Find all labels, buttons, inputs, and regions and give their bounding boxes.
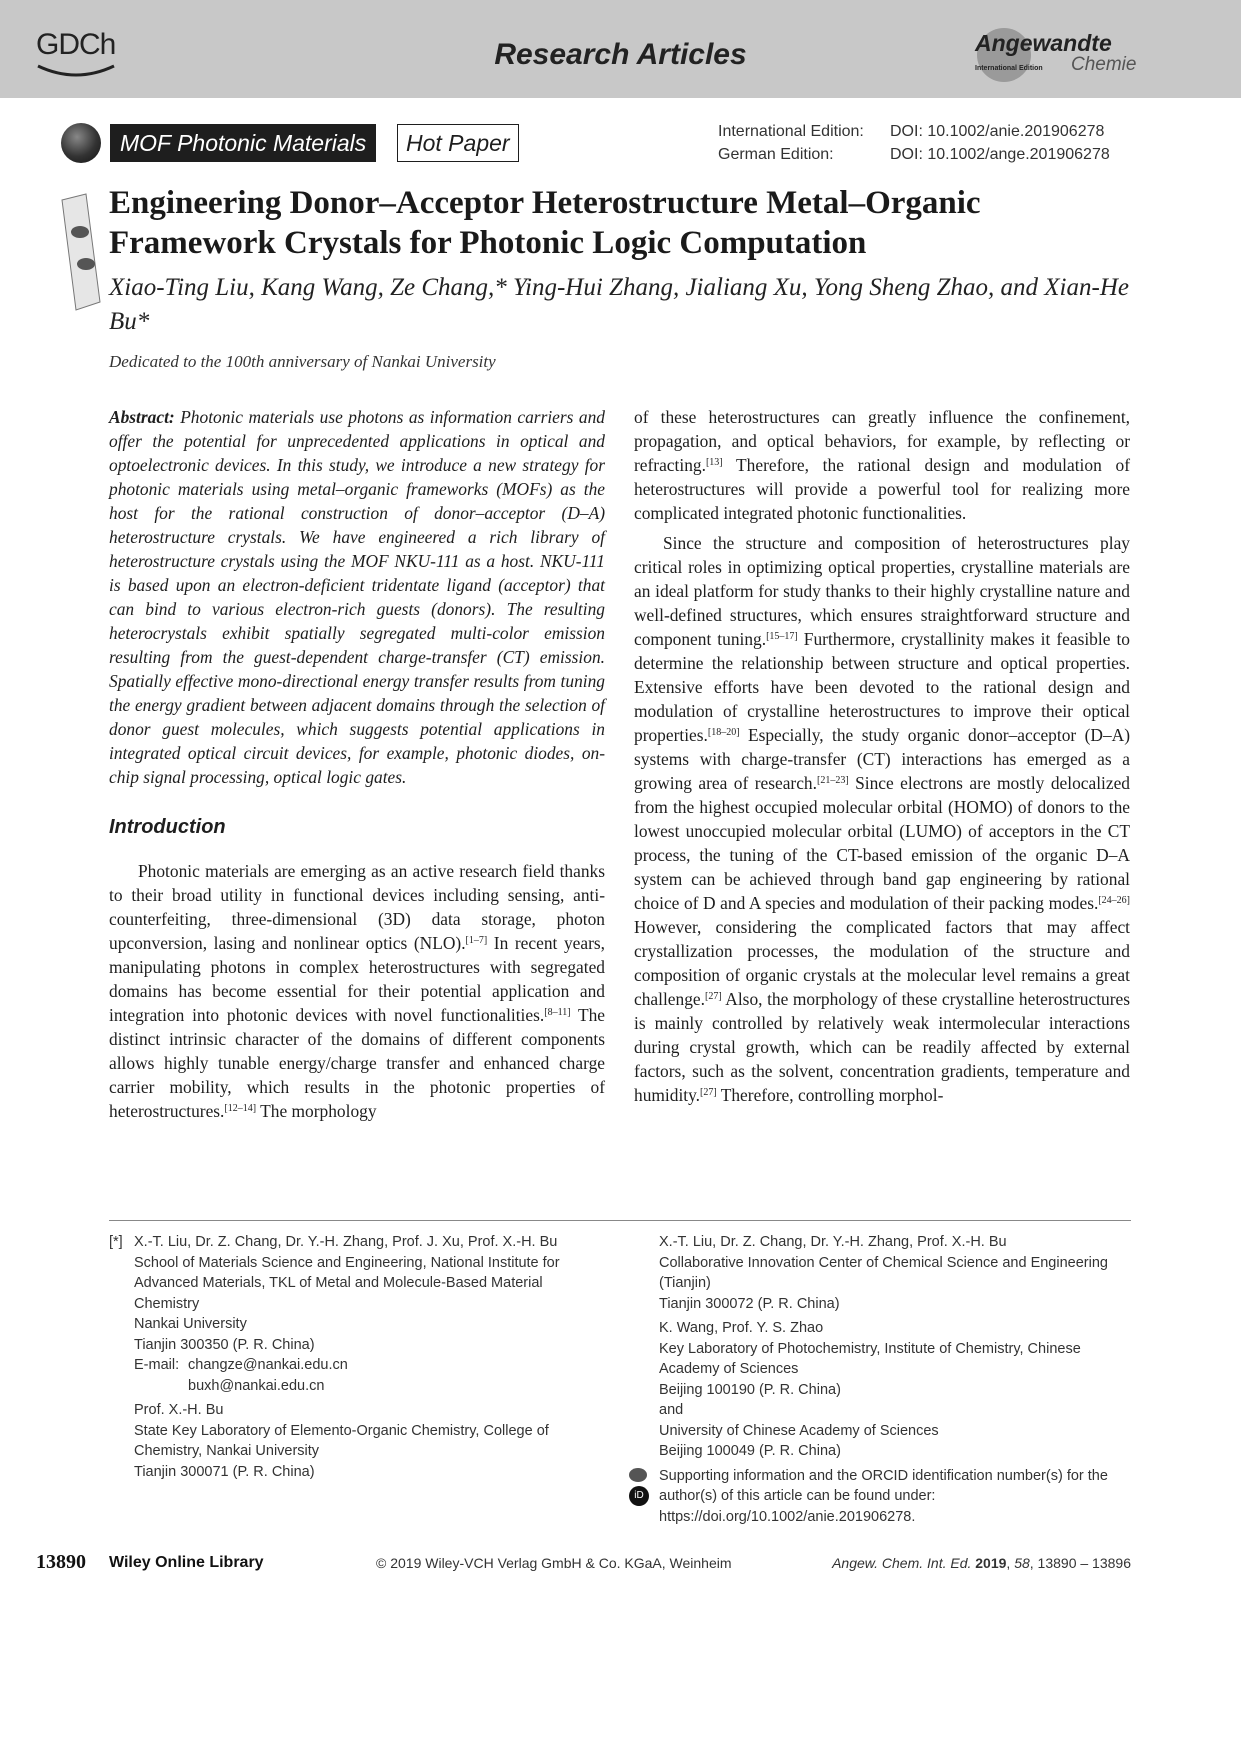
email-label: E-mail: <box>134 1357 180 1373</box>
abstract-label: Abstract: <box>109 407 175 427</box>
wiley-library-link[interactable]: Wiley Online Library <box>109 1554 264 1571</box>
doi-label: International Edition: <box>718 123 864 140</box>
citation[interactable]: [1–7] <box>465 935 488 946</box>
doi-block <box>718 120 1110 166</box>
body-text: Therefore, the rational design and modulation of heterostructures will provide a powerful tool for realizing more complicated integrated photonic functionalities. <box>634 455 1130 523</box>
journal-logo <box>975 28 1135 80</box>
doi-row-international <box>718 120 1110 143</box>
body-text: Therefore, controlling morphol- <box>716 1085 944 1105</box>
side-badge-icon <box>56 192 102 312</box>
affiliation-line: Beijing 100190 (P. R. China) <box>659 1381 841 1398</box>
affiliation-line: X.-T. Liu, Dr. Z. Chang, Dr. Y.-H. Zhang, Prof. X.-H. Bu <box>659 1234 1007 1250</box>
affiliation-line: Nankai University <box>134 1316 247 1332</box>
abstract-text: Photonic materials use photons as information carriers and offer the potential for unprecedented applications in optical and optoelectronic devices. In this study, we introduce a new strategy for photonic materials using metal–organic frameworks (MOFs) as the host for the rational construction of donor–acceptor (D–A) heterostructure crystals. We have engineered a rich library of heterostructure crystals using the MOF NKU-111 as a host. NKU-111 is based upon an electron-deficient tridentate ligand (acceptor) that can bind to various electron-rich guests (donors). The resulting heterocrystals exhibit spatially segregated multi-color emission resulting from the guest-dependent charge-transfer (CT) emission. Spatially effective mono-directional energy transfer results from tuning the energy gradient between adjacent domains through the selection of donor guest molecules, which suggests potential applications in integrated optical circuit devices, for example, photonic diodes, on-chip signal processing, optical logic gates. <box>109 407 605 787</box>
email-link[interactable]: changze@nankai.edu.cn <box>188 1357 348 1373</box>
citation[interactable]: [12–14] <box>224 1103 257 1114</box>
affiliation-line: Prof. X.-H. Bu <box>134 1402 224 1418</box>
affiliation-block <box>659 1232 1139 1314</box>
topic-medal-icon <box>61 123 101 163</box>
journal-logo-edition: International Edition <box>975 65 1043 72</box>
body-text: The distinct intrinsic character of the domains of different components allows highly tunable energy/charge transfer and enhanced charge carrier mobility, which results in the photonic properties of heterostructures. <box>109 1005 605 1121</box>
copyright: © 2019 Wiley-VCH Verlag GmbH & Co. KGaA, Weinheim <box>376 1555 732 1571</box>
affiliation-line: Tianjin 300350 (P. R. China) <box>134 1336 315 1353</box>
section-title: Research Articles <box>494 38 747 71</box>
affiliation-line: Key Laboratory of Photochemistry, Institute of Chemistry, Chinese Academy of Sciences <box>659 1340 1081 1377</box>
citation[interactable]: [27] <box>704 991 722 1002</box>
affiliation-line: K. Wang, Prof. Y. S. Zhao <box>659 1320 824 1336</box>
footnote-right <box>634 1232 1139 1527</box>
affiliation-line: X.-T. Liu, Dr. Z. Chang, Dr. Y.-H. Zhang, Prof. J. Xu, Prof. X.-H. Bu <box>134 1234 558 1250</box>
cite-journal: Angew. Chem. Int. Ed. <box>832 1555 972 1571</box>
email-link[interactable]: buxh@nankai.edu.cn <box>188 1377 325 1394</box>
citation[interactable]: [8–11] <box>544 1007 571 1018</box>
gdch-logo-text: GDCh <box>36 28 116 61</box>
email-label-spacer <box>134 1376 188 1397</box>
body-text: However, considering the complicated factors that may affect crystallization processes, the modulation of the structure and composition of organic crystals at the molecular level remains a great challenge. <box>634 917 1130 1009</box>
intro-paragraph-2 <box>634 531 1130 1107</box>
body-text: Furthermore, crystallinity makes it feasible to determine the relationship between structure and optical properties. Extensive efforts have been devoted to the rational design and modulation of crystalline heterostructures to improve their optical properties. <box>634 629 1130 745</box>
footnote-rule <box>109 1220 1131 1221</box>
affiliation-block <box>109 1400 609 1482</box>
email-row <box>134 1376 609 1397</box>
intro-paragraph-1 <box>109 859 605 1123</box>
footnote-mark: [*] <box>109 1234 123 1250</box>
doi-link[interactable]: DOI: 10.1002/ange.201906278 <box>890 146 1110 163</box>
citation-line: Angew. Chem. Int. Ed. 2019, 58, 13890 – 13896 <box>832 1555 1131 1571</box>
body-text: of these heterostructures can greatly influence the confinement, propagation, and optical behaviors, for example, by reflecting or refracting. <box>634 407 1130 475</box>
introduction-heading: Introduction <box>109 816 226 838</box>
left-column <box>109 405 605 1123</box>
email-row <box>134 1355 609 1376</box>
body-text: The morphology <box>256 1101 377 1121</box>
orcid-icon: iD <box>629 1486 649 1506</box>
body-text: Also, the morphology of these crystalline heterostructures is mainly controlled by relatively weak intermolecular interactions during crystal growth, which can be readily affected by external factors, such as the solvent, concentration gradients, temperature and humidity. <box>634 989 1130 1105</box>
author-list: Xiao-Ting Liu, Kang Wang, Ze Chang,* Ying-Hui Zhang, Jialiang Xu, Yong Sheng Zhao, and Xian-He Bu* <box>109 274 1129 335</box>
topic-label: MOF Photonic Materials <box>110 124 376 162</box>
citation[interactable]: [24–26] <box>1098 895 1130 906</box>
body-text: Since electrons are mostly delocalized from the highest occupied molecular orbital (HOMO) of donors to the lowest unoccupied molecular orbital (LUMO) of acceptors in the CT process, the tuning of the CT-based emission of the organic D–A system can be achieved through band gap engineering by rational choice of D and A species and modulation of their packing modes. <box>634 773 1130 913</box>
citation[interactable]: [13] <box>705 457 723 468</box>
body-text: In recent years, manipulating photons in complex heterostructures with segregated domains has become essential for their potential application and integration into photonic devices with novel functionalities. <box>109 933 605 1025</box>
affiliation-line: University of Chinese Academy of Sciences <box>659 1422 939 1439</box>
affiliation-line: School of Materials Science and Engineering, National Institute for Advanced Materials, TKL of Metal and Molecule-Based Material Chemistry <box>134 1254 560 1312</box>
supporting-info-icon <box>629 1468 647 1482</box>
right-column <box>634 405 1130 1107</box>
body-text: Photonic materials are emerging as an active research field thanks to their broad utility in functional devices including sensing, anti-counterfeiting, three-dimensional (3D) data storage, photon upconversion, lasing and nonlinear optics (NLO). <box>109 861 605 953</box>
citation[interactable]: [27] <box>700 1087 717 1098</box>
doi-label: German Edition: <box>718 146 834 163</box>
abstract <box>109 405 605 789</box>
intro-paragraph-1-continued <box>634 405 1130 525</box>
affiliation-line: Tianjin 300072 (P. R. China) <box>659 1295 840 1312</box>
si-icons <box>629 1468 651 1506</box>
article-title: Engineering Donor–Acceptor Heterostructure Metal–Organic Framework Crystals for Photonic Logic Computation <box>109 185 981 261</box>
affiliation-block <box>659 1318 1139 1462</box>
journal-logo-sub: Chemie <box>1071 54 1137 75</box>
page-footer <box>36 1551 1131 1578</box>
cite-pages: , 13890 – 13896 <box>1029 1555 1131 1571</box>
journal-logo-name: Angewandte <box>975 30 1112 56</box>
body-text: Especially, the study organic donor–acceptor (D–A) systems with charge-transfer (CT) interactions has emerged as a growing area of research. <box>634 725 1130 793</box>
citation[interactable]: [21–23] <box>816 775 849 786</box>
cite-volume: 58 <box>1014 1555 1030 1571</box>
affiliation-line: Beijing 100049 (P. R. China) <box>659 1443 841 1459</box>
affiliation-line: Tianjin 300071 (P. R. China) <box>134 1463 315 1480</box>
citation[interactable]: [18–20] <box>707 727 740 738</box>
cite-year: 2019 <box>975 1555 1007 1571</box>
affiliation-line: and <box>659 1402 684 1418</box>
supporting-info <box>634 1466 1139 1528</box>
page-number: 13890 <box>36 1551 86 1573</box>
affiliation-block <box>109 1232 609 1396</box>
doi-link[interactable]: DOI: 10.1002/anie.201906278 <box>890 123 1105 140</box>
footnote-left <box>109 1232 609 1486</box>
doi-row-german <box>718 143 1110 166</box>
affiliation-line: Collaborative Innovation Center of Chemical Science and Engineering (Tianjin) <box>659 1254 1108 1291</box>
supporting-info-text[interactable]: Supporting information and the ORCID identification number(s) for the author(s) of this article can be found under: https://doi.org/10.1002/anie.201906278. <box>659 1467 1108 1525</box>
dedication: Dedicated to the 100th anniversary of Nankai University <box>109 352 496 371</box>
hot-paper-tag: Hot Paper <box>397 124 519 162</box>
affiliation-line: State Key Laboratory of Elemento-Organic Chemistry, College of Chemistry, Nankai University <box>134 1422 549 1459</box>
citation[interactable]: [15–17] <box>766 631 798 642</box>
body-text: Since the structure and composition of heterostructures play critical roles in optimizing optical properties, crystalline materials are an ideal platform for study thanks to their highly crystalline nature and well-defined structures, which ensures straightforward structure and component tuning. <box>634 533 1130 649</box>
